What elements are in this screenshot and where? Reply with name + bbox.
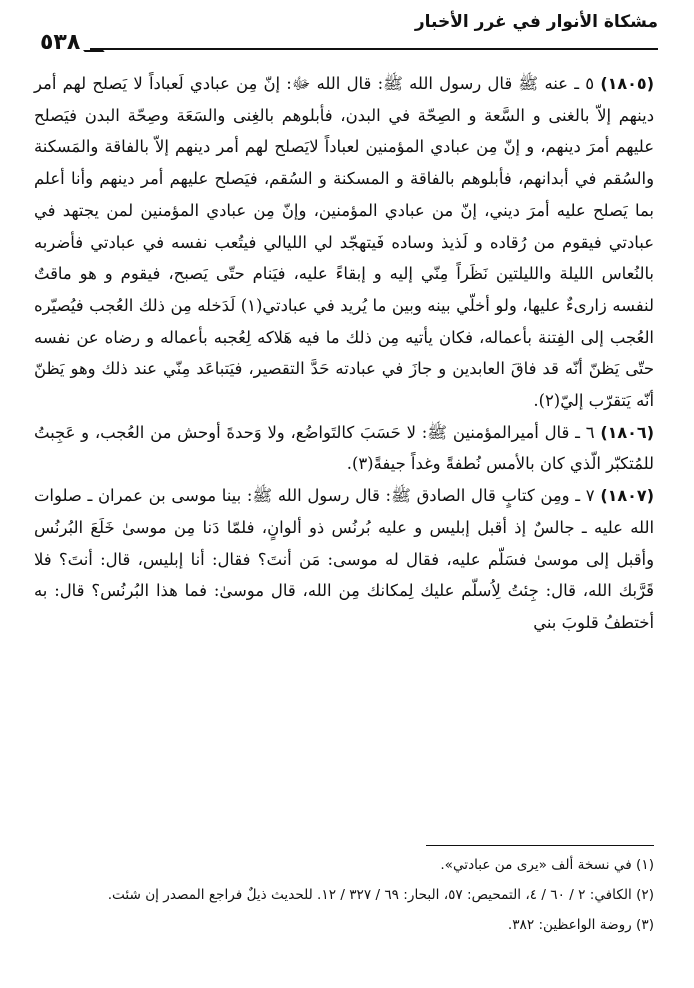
hadith-number: (١٨٠٦) <box>600 422 654 442</box>
page-number: ٥٣٨ <box>40 30 81 55</box>
hadith-paragraph <box>34 480 654 639</box>
footnote: (٣) روضة الواعظين: ٣٨٢. <box>507 917 654 933</box>
hadith-text: ٦ ـ قال أميرالمؤمنين ﷺ: لا حَسَبَ كالتَواضُع، ولا وَحدةَ أوحش من العُجب، و عَجِبتُ للمُتكبّر الّذي كان بالأمس نُطفةً وغداً جيفةً(٣). <box>34 422 654 474</box>
hadith-text: ٧ ـ ومِن كتابٍ قال الصادق ﷺ: قال رسول الله ﷺ: بينا موسى بن عمران ـ صلوات الله عليه ـ جالسٌ إذ أقبل إبليس و عليه بُرنُس ذو ألوانٍ، فلمّا دَنا مِن موسىٰ خَلَعَ البُرنُس وأقبل إلى موسىٰ فسَلّم عليه، فقال له موسى: مَن أنتَ؟ فقال: أنا إبليس، قال: أنتَ؟ فلا قَرَّبك الله، قال: جِئتُ لِاُسلّم عليك لِمكانك مِن الله، قال موسىٰ: فما هذا البُرنُس؟ قال: به أختطفُ قلوبَ بني <box>34 486 654 632</box>
book-title: مشكاة الأنوار في غرر الأخبار <box>414 12 658 32</box>
hadith-text: ٥ ـ عنه ﷺ قال رسول الله ﷺ: قال الله ﷻ: إنّ مِن عبادي لَعباداً لا يَصلح لهم أمر دينهم إلاّ بالغنى و السَّعة و الصِحّة في البدن، فأبلوهم بالغِنى والسَعَة وصِحّة البدن فيَصلح عليهم أمرَ دينهم، و إنّ مِن عبادي المؤمنين لعباداً لايَصلح لهم أمر دينهم إلاّ بالفاقة والمَسكنة والسُقم في أبدانهم، فأبلوهم بالفاقة و المسكنة و السُقم، فيَصلح عليهم أمر دينهم وأنا أعلم بما يَصلح عليه أمرَ ديني، إنّ من عبادي المؤمنين، وإنّ مِن عبادي المؤمنين لمن يجتهد في عبادتي فيقوم من رُقاده و لَذيذ وساده فَيتهجّد لي الليالي فيتُعب نفسه في عبادتي فأضربه بالنُعاس الليلة والليلتين نَظَراً مِنّي إليه و إبقاءً عليه، فيَنام حتّى يَصبح، فيقوم و هو ماقتٌ لنفسه زارىءٌ عليها، ولو أخلّي بينه وبين ما يُريد في عبادتي(١) لَدَخله مِن ذلك العُجب فيُصيّره العُجب إلى الفِتنة بأعماله، فكان يأتيه مِن ذلك ما فيه هَلاكه لِعُجبه بأعماله و رضاه عن نفسه حتّى يَظنّ أنّه قد فاقَ العابدين و جازَ في عبادته حَدَّ التقصير، فيَتباعَد مِنّي عند ذلك وهو يَظنّ أنّه يَتقرّب إليّ(٢). <box>34 74 654 411</box>
header-rule <box>90 48 658 50</box>
hadith-paragraph <box>34 417 654 480</box>
footnote: (١) في نسخة ألف «يرى من عبادتي». <box>440 857 654 873</box>
hadith-number: (١٨٠٥) <box>600 74 654 93</box>
hadith-number: (١٨٠٧) <box>600 486 654 506</box>
footnote: (٢) الكافي: ٢ / ٦٠ / ٤، التمحيص: ٥٧، البحار: ٦٩ / ٣٢٧ / ١٢. للحديث ذيلٌ فراجع المصدر إن شئت. <box>107 887 654 903</box>
hadith-paragraph <box>34 68 654 417</box>
main-text <box>34 68 654 639</box>
footnote-separator <box>426 845 654 846</box>
running-header <box>30 8 658 55</box>
footnotes <box>36 850 654 940</box>
